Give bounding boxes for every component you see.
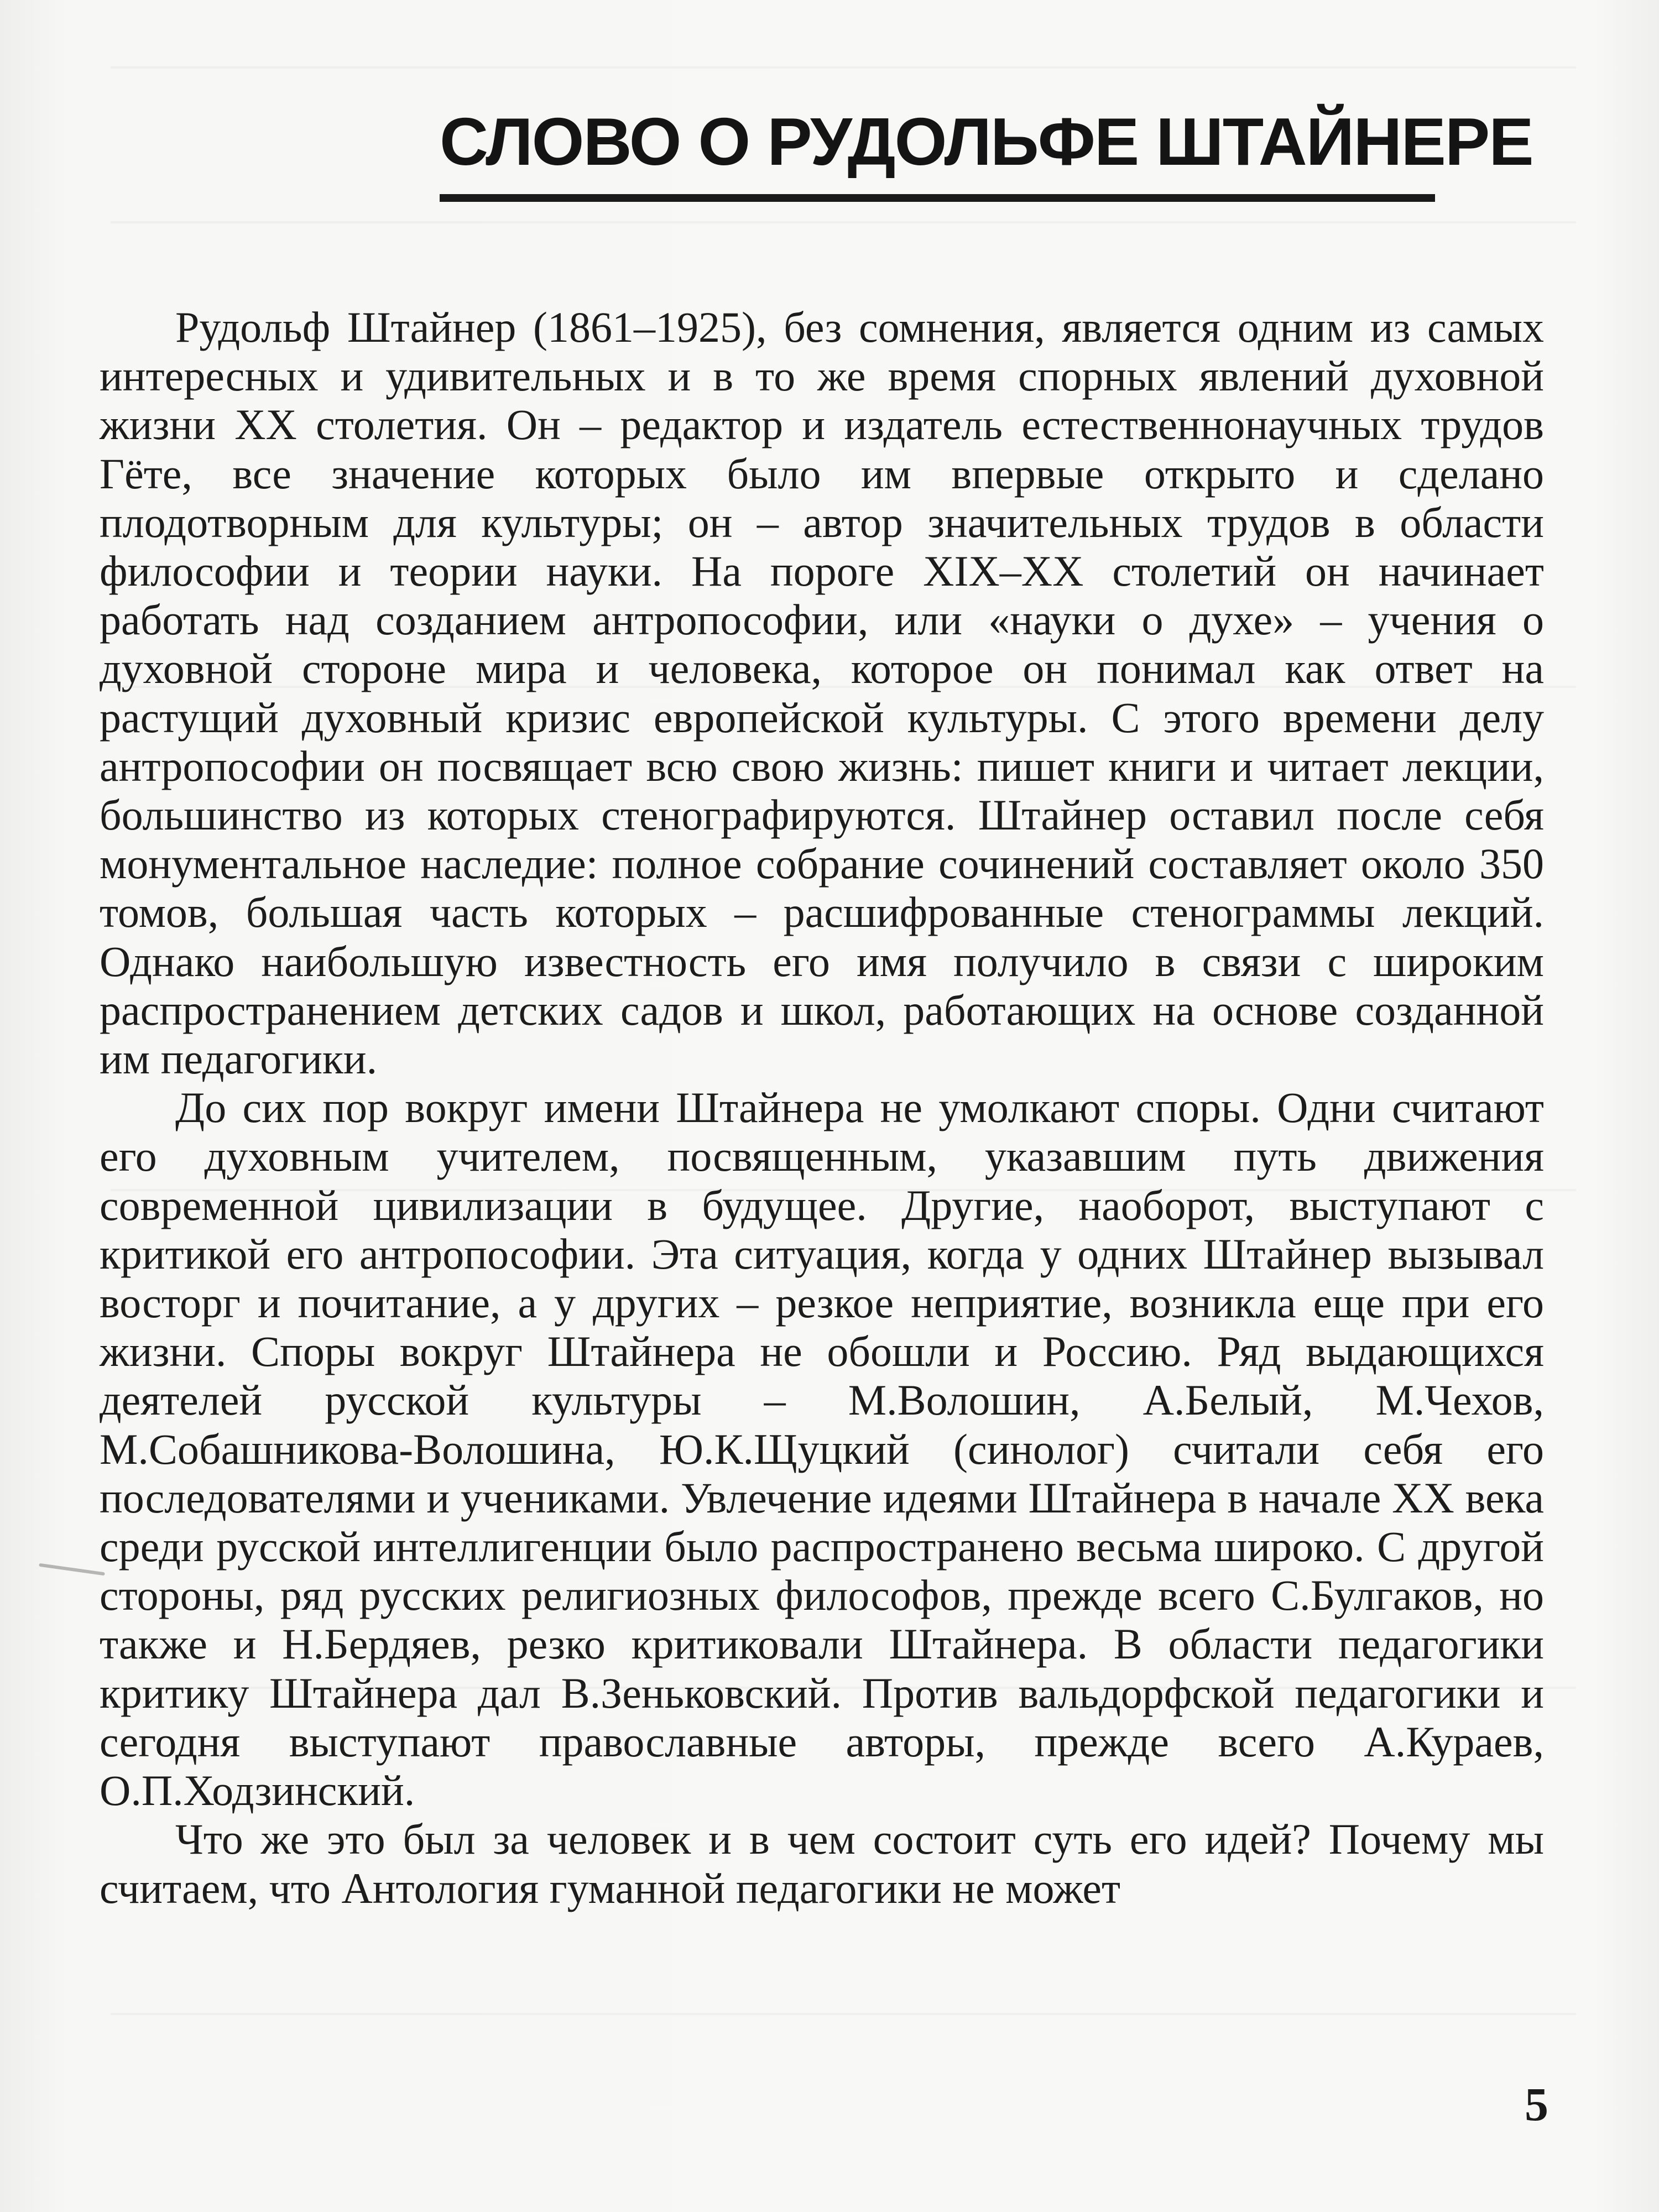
scan-smudge (39, 1563, 105, 1576)
paragraph-1: Рудольф Штайнер (1861–1925), без сомнения, является одним из самых интересных и удивительных и в то же время спорных явлений духовной жизни XX столетия. Он – редактор и издатель естественнонаучных трудов Гёте, все значение которых было им впервые открыто и сделано плодотворным для культуры; он – автор значительных трудов в области философии и теории науки. На пороге XIX–XX столетий он начинает работать над созданием антропософии, или «науки о духе» – учения о духовной стороне мира и человека, которое он понимал как ответ на растущий духовный кризис европейской культуры. С этого времени делу антропософии он посвящает всю свою жизнь: пишет книги и читает лекции, большинство из которых стенографируются. Штайнер оставил после себя монументальное наследие: полное собрание сочинений составляет около 350 томов, большая часть которых – расшифрованные стенограммы лекций. Однако наибольшую известность его имя получило в связи с широким распространением детских садов и школ, работающих на основе созданной им педагогики. (100, 303, 1544, 1083)
bleed-through-line (111, 2013, 1576, 2015)
chapter-heading: СЛОВО О РУДОЛЬФЕ ШТАЙНЕРЕ (440, 104, 1533, 179)
paragraph-3: Что же это был за человек и в чем состоит суть его идей? Почему мы считаем, что Антология гуманной педагогики не может (100, 1815, 1544, 1912)
chapter-heading-block (440, 104, 1533, 202)
paragraph-2: До сих пор вокруг имени Штайнера не умолкают споры. Одни считают его духовным учителем, посвященным, указавшим путь движения современной цивилизации в будущее. Другие, наоборот, выступают с критикой его антропософии. Эта ситуация, когда у одних Штайнер вызывал восторг и почитание, а у других – резкое неприятие, возникла еще при его жизни. Споры вокруг Штайнера не обошли и Россию. Ряд выдающихся деятелей русской культуры – М.Волошин, А.Белый, М.Чехов, М.Собашникова-Волошина, Ю.К.Щуцкий (синолог) считали себя его последователями и учениками. Увлечение идеями Штайнера в начале XX века среди русской интеллигенции было распространено весьма широко. С другой стороны, ряд русских религиозных философов, прежде всего С.Булгаков, но также и Н.Бердяев, резко критиковали Штайнера. В области педагогики критику Штайнера дал В.Зеньковский. Против вальдорфской педагогики и сегодня выступают православные авторы, прежде всего А.Кураев, О.П.Ходзинский. (100, 1083, 1544, 1815)
bleed-through-line (111, 66, 1576, 69)
bleed-through-line (111, 221, 1576, 223)
heading-underline (440, 194, 1435, 202)
page-number: 5 (1525, 2078, 1548, 2131)
body-text (100, 303, 1544, 1913)
